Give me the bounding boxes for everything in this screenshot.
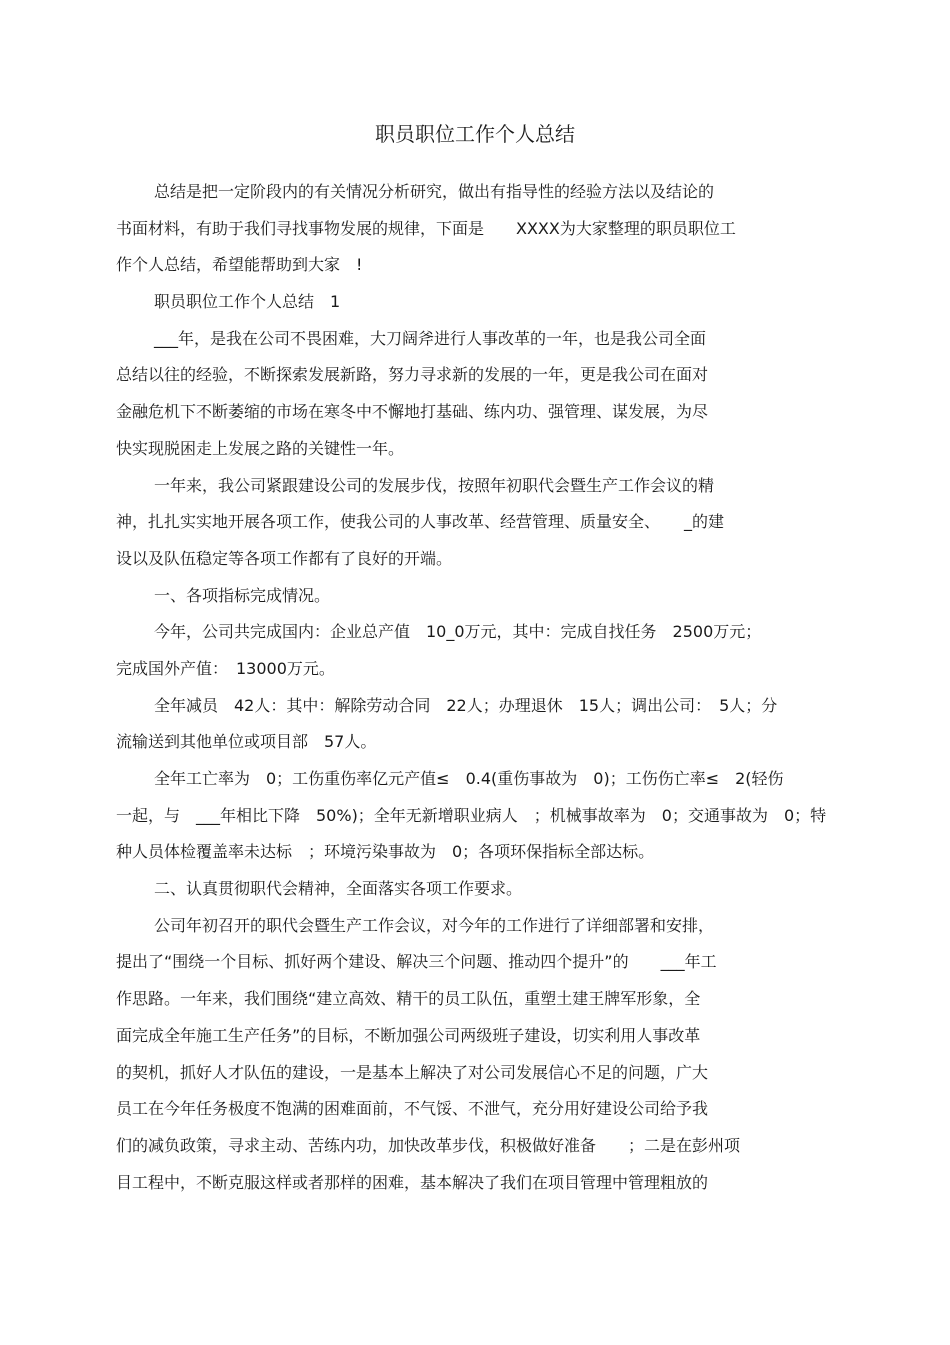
text-line: 今年，公司共完成国内：企业总产值 10_0万元，其中：完成自找任务 2500万元； [154, 622, 762, 642]
text-line: 金融危机下不断萎缩的市场在寒冬中不懈地打基础、练内功、强管理、谋发展，为尽 [116, 402, 709, 422]
text-line: 面完成全年施工生产任务”的目标，不断加强公司两级班子建设，切实利用人事改革 [116, 1025, 701, 1045]
text-line: 神，扎扎实实地开展各项工作，使我公司的人事改革、经营管理、质量安全、 _的建 [116, 512, 725, 532]
text-line: 一起，与 ___年相比下降 50%)；全年无新增职业病人 ；机械事故率为 0；交通事故为 0；特 [116, 805, 827, 825]
text-line: 目工程中，不断克服这样或者那样的困难，基本解决了我们在项目管理中管理粗放的 [116, 1172, 709, 1192]
text-line: 员工在今年任务极度不饱满的困难面前，不气馁、不泄气，充分用好建设公司给予我 [116, 1099, 709, 1119]
text-line: 们的减负政策，寻求主动、苦练内功，加快改革步伐，积极做好准备 ；二是在彭州项 [116, 1135, 741, 1155]
text-line: 快实现脱困走上发展之路的关键性一年。 [116, 438, 405, 458]
text-line: 全年减员 42人：其中：解除劳动合同 22人；办理退休 15人；调出公司： 5人；分 [154, 695, 778, 715]
text-line: 设以及队伍稳定等各项工作都有了良好的开端。 [116, 548, 453, 568]
text-line: 一、各项指标完成情况。 [154, 585, 331, 605]
text-line: 的契机，抓好人才队伍的建设，一是基本上解决了对公司发展信心不足的问题，广大 [116, 1062, 709, 1082]
text-line: 书面材料，有助于我们寻找事物发展的规律，下面是 XXXX为大家整理的职员职位工 [116, 218, 736, 238]
text-line: 提出了“围绕一个目标、抓好两个建设、解决三个问题、推动四个提升”的 ___年工 [116, 952, 717, 972]
text-line: 全年工亡率为 0；工伤重伤率亿元产值≤ 0.4(重伤事故为 0)；工伤伤亡率≤ 2(轻伤 [154, 769, 784, 788]
text-line: 二、认真贯彻职代会精神，全面落实各项工作要求。 [154, 879, 523, 899]
text-line: 职员职位工作个人总结 1 [154, 292, 341, 312]
text-line: 流输送到其他单位或项目部 57人。 [116, 732, 377, 752]
text-line: 公司年初召开的职代会暨生产工作会议，对今年的工作进行了详细部署和安排， [154, 915, 715, 935]
document-body [116, 174, 851, 1201]
document-title: 职员职位工作个人总结 [375, 122, 575, 146]
text-line: ___年，是我在公司不畏困难，大刀阔斧进行人事改革的一年，也是我公司全面 [154, 328, 707, 348]
text-line: 一年来，我公司紧跟建设公司的发展步伐，按照年初职代会暨生产工作会议的精 [154, 475, 715, 495]
text-line: 总结是把一定阶段内的有关情况分析研究，做出有指导性的经验方法以及结论的 [154, 182, 715, 201]
text-line: 作个人总结，希望能帮助到大家 ! [116, 255, 363, 275]
text-line: 完成国外产值： 13000万元。 [116, 658, 335, 678]
text-line: 总结以往的经验，不断探索发展新路，努力寻求新的发展的一年，更是我公司在面对 [116, 365, 709, 385]
text-line: 作思路。一年来，我们围绕“建立高效、精干的员工队伍，重塑土建王牌军形象，全 [116, 989, 701, 1009]
text-line: 种人员体检覆盖率未达标 ；环境污染事故为 0；各项环保指标全部达标。 [116, 842, 655, 862]
